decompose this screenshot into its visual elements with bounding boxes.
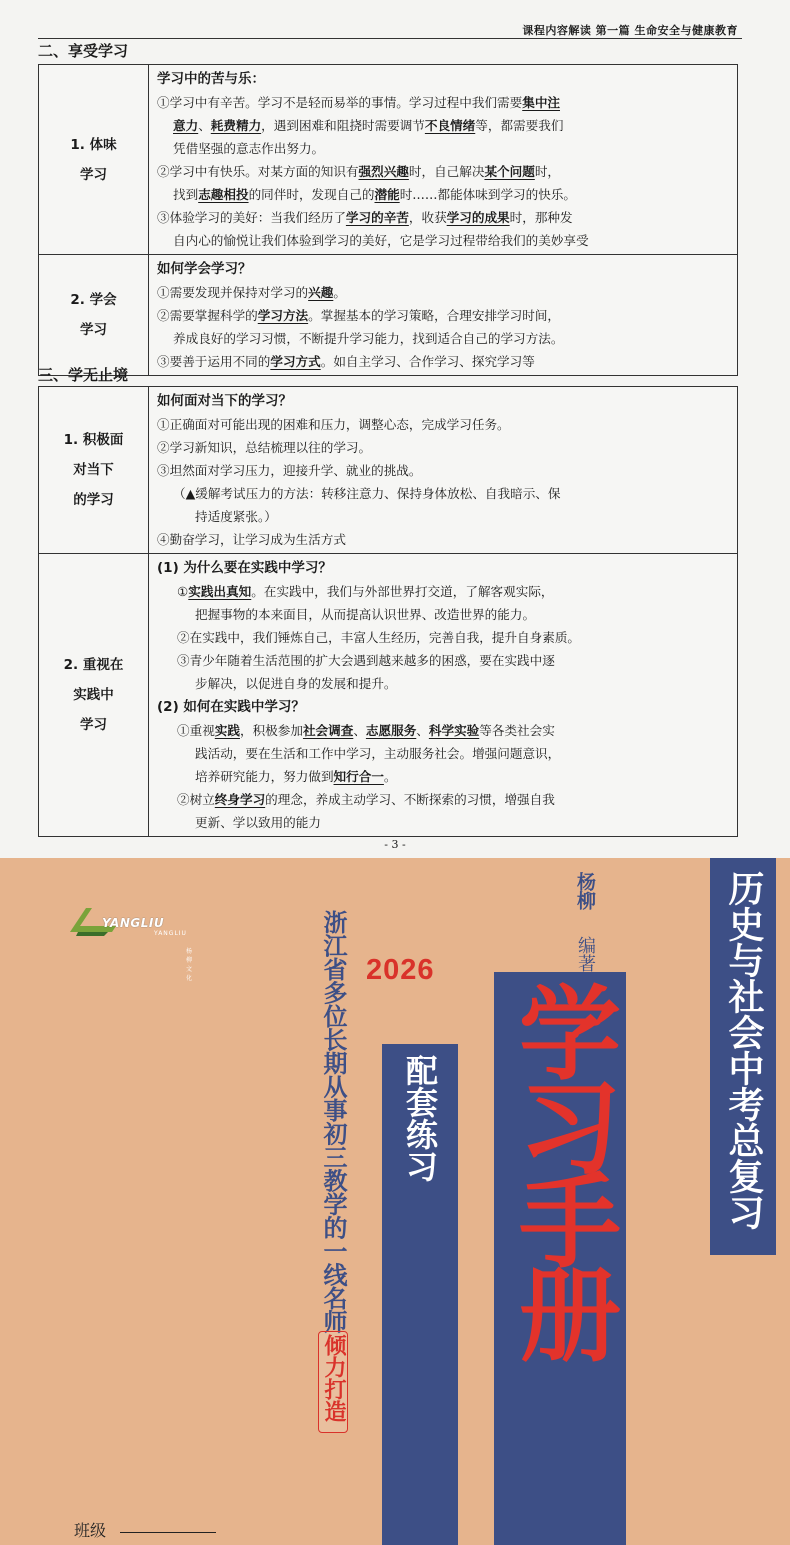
keyword: 耗费精力 (210, 118, 262, 133)
running-head: 课程内容解读 第一篇 生命安全与健康教育 (522, 24, 738, 37)
label-line: 1. 积极面 (63, 432, 124, 448)
text-line: （▲缓解考试压力的方法：转移注意力、保持身体放松、自我暗示、保 (173, 486, 561, 501)
keyword: 学习方法 (257, 308, 309, 323)
text: ③体验学习的美好：当我们经历了 (157, 210, 346, 225)
row-label (39, 65, 149, 255)
keyword: 某个问题 (484, 164, 535, 179)
section-title-enjoy-learning: 二、享受学习 (38, 42, 129, 60)
keyword: 意力 (173, 118, 199, 133)
row-label (39, 387, 149, 554)
question-heading: (2) 如何在实践中学习？ (157, 699, 305, 715)
question-heading: 如何学会学习？ (157, 261, 252, 277)
text-line (157, 580, 729, 603)
text: ①需要发现并保持对学习的 (157, 285, 309, 300)
text: 的理念，养成主动学习、不断探索的习惯，增强自我 (265, 792, 555, 807)
text: ，遇到困难和阻挠时需要调节 (261, 118, 425, 133)
logo-subtext: YANGLIU (154, 930, 187, 937)
label-line: 学习 (80, 166, 107, 183)
author-name: 杨柳 (574, 872, 596, 910)
text-line (157, 91, 729, 114)
text: ②需要掌握科学的 (157, 308, 258, 323)
keyword: 知行合一 (333, 769, 384, 784)
text: 。 (383, 769, 397, 784)
row-content (149, 255, 738, 376)
text-line: ③坦然面对学习压力，迎接升学、就业的挑战。 (157, 463, 422, 478)
text-line (157, 304, 729, 327)
row-content (149, 65, 738, 255)
keyword: 志趣相投 (198, 187, 249, 202)
supplement-label: 配套练习 (401, 1054, 439, 1182)
question-heading: 学习中的苦与乐： (157, 71, 265, 87)
text: 时，那种发 (509, 210, 573, 225)
keyword: 强烈兴趣 (358, 164, 409, 179)
seal-text: 倾力打造 (321, 1334, 346, 1422)
text: 时，自己解决 (408, 164, 485, 179)
table-row (39, 255, 738, 376)
text-line (157, 788, 729, 811)
page-number: - 3 - (384, 838, 406, 851)
keyword: 潜能 (374, 187, 400, 202)
keyword: 学习的辛苦 (345, 210, 409, 225)
text: 找到 (173, 187, 199, 202)
slogan-text: 浙江省多位长期从事初三教学的一线名师 (319, 910, 347, 1333)
main-title: 学习手册 (502, 980, 621, 1356)
keyword: 终身学习 (214, 792, 266, 807)
question-heading: (1) 为什么要在实践中学习？ (157, 560, 332, 576)
logo-text: YANGLIU (102, 916, 165, 930)
text-line: 凭借坚强的意志作出努力。 (173, 141, 325, 156)
table-row (39, 554, 738, 837)
text-line (157, 281, 729, 304)
label-line: 的学习 (73, 492, 114, 508)
text: ①学习中有辛苦。学习不是轻而易举的事情。学习过程中我们需要 (157, 95, 523, 110)
text: 等各类社会实 (479, 723, 555, 738)
author-role: 编著 (575, 936, 596, 972)
text-line: 更新、学以致用的能力 (195, 815, 321, 830)
section-title-endless-learning: 三、学无止境 (38, 366, 129, 384)
text: 。在实践中，我们与外部世界打交道，了解客观实际， (251, 584, 554, 599)
text: 。如自主学习、合作学习、探究学习等 (320, 354, 535, 369)
enjoy-learning-table (38, 64, 738, 376)
text: 等，都需要我们 (475, 118, 564, 133)
label-line: 学习 (80, 322, 107, 338)
class-label: 班级 (74, 1521, 107, 1540)
text: ③要善于运用不同的 (157, 354, 271, 369)
keyword: 学习方式 (270, 354, 321, 369)
keyword: 学习的成果 (446, 210, 510, 225)
text: ，积极参加 (239, 723, 303, 738)
text-line: 自内心的愉悦让我们体验到学习的美好，它是学习过程带给我们的美妙享受 (173, 233, 589, 248)
label-line: 2. 重视在 (63, 657, 124, 673)
question-heading: 如何面对当下的学习？ (157, 393, 292, 409)
edition-year: 2026 (366, 954, 435, 986)
keyword: 科学实验 (428, 723, 480, 738)
keyword: 兴趣 (308, 285, 334, 300)
text-line: ③青少年随着生活范围的扩大会遇到越来越多的困惑，要在实践中逐 (177, 653, 555, 668)
text-line: 持适度紧张。） (195, 509, 277, 524)
endless-learning-table (38, 386, 738, 837)
keyword: 社会调查 (302, 723, 354, 738)
book-cover (0, 858, 790, 1545)
header-rule (38, 38, 742, 39)
text-line: ②学习新知识，总结梳理以往的学习。 (157, 440, 372, 455)
text: 。 (333, 285, 346, 300)
series-title: 历史与社会中考总复习 (723, 870, 764, 1230)
text-line: 步解决，以促进自身的发展和提升。 (195, 676, 397, 691)
text: 、 (353, 723, 366, 738)
row-label (39, 255, 149, 376)
row-label (39, 554, 149, 837)
label-line: 实践中 (73, 687, 114, 703)
text-line (157, 719, 729, 742)
keyword: 实践 (214, 723, 240, 738)
text: ，收获 (408, 210, 447, 225)
keyword: 实践出真知 (188, 584, 252, 599)
text: ①重视 (177, 723, 215, 738)
table-row (39, 65, 738, 255)
table-row (39, 387, 738, 554)
label-line: 2. 学会 (70, 292, 117, 308)
text: 时， (534, 164, 560, 179)
text-line: ①正确面对可能出现的困难和压力，调整心态，完成学习任务。 (157, 417, 510, 432)
text: 培养研究能力，努力做到 (195, 769, 334, 784)
class-fill-line[interactable] (120, 1532, 216, 1533)
text: ②学习中有快乐。对某方面的知识有 (157, 164, 359, 179)
row-content (149, 554, 738, 837)
text-line: ②在实践中，我们锤炼自己，丰富人生经历，完善自我，提升自身素质。 (177, 630, 580, 645)
text-line (157, 183, 729, 206)
keyword: 志愿服务 (365, 723, 417, 738)
logo-cn-text: 杨柳文化 (186, 948, 193, 982)
text-line (157, 350, 729, 373)
publisher-logo (68, 902, 193, 982)
label-line: 1. 体味 (70, 136, 117, 153)
text: ②树立 (177, 792, 215, 807)
text-line (157, 160, 729, 183)
label-line: 学习 (80, 717, 107, 733)
text: 、 (198, 118, 211, 133)
keyword: 集中注 (522, 95, 560, 110)
text-line (157, 206, 729, 229)
text-line: 养成良好的学习习惯，不断提升学习能力，找到适合自己的学习方法。 (173, 331, 564, 346)
text-line: ④勤奋学习，让学习成为生活方式 (157, 532, 346, 547)
text-line (157, 765, 729, 788)
text-line: 把握事物的本来面目，从而提高认识世界、改造世界的能力。 (195, 607, 536, 622)
text: ① (177, 584, 189, 599)
text: 。掌握基本的学习策略，合理安排学习时间， (308, 308, 560, 323)
text: 时……都能体味到学习的快乐。 (399, 187, 576, 202)
text: 、 (416, 723, 429, 738)
label-line: 对当下 (73, 462, 114, 478)
text: 的同伴时，发现自己的 (248, 187, 375, 202)
keyword: 不良情绪 (424, 118, 476, 133)
row-content (149, 387, 738, 554)
text-line: 践活动，要在生活和工作中学习，主动服务社会。增强问题意识， (195, 746, 561, 761)
gap-filler (458, 1334, 494, 1545)
text-line (157, 114, 729, 137)
